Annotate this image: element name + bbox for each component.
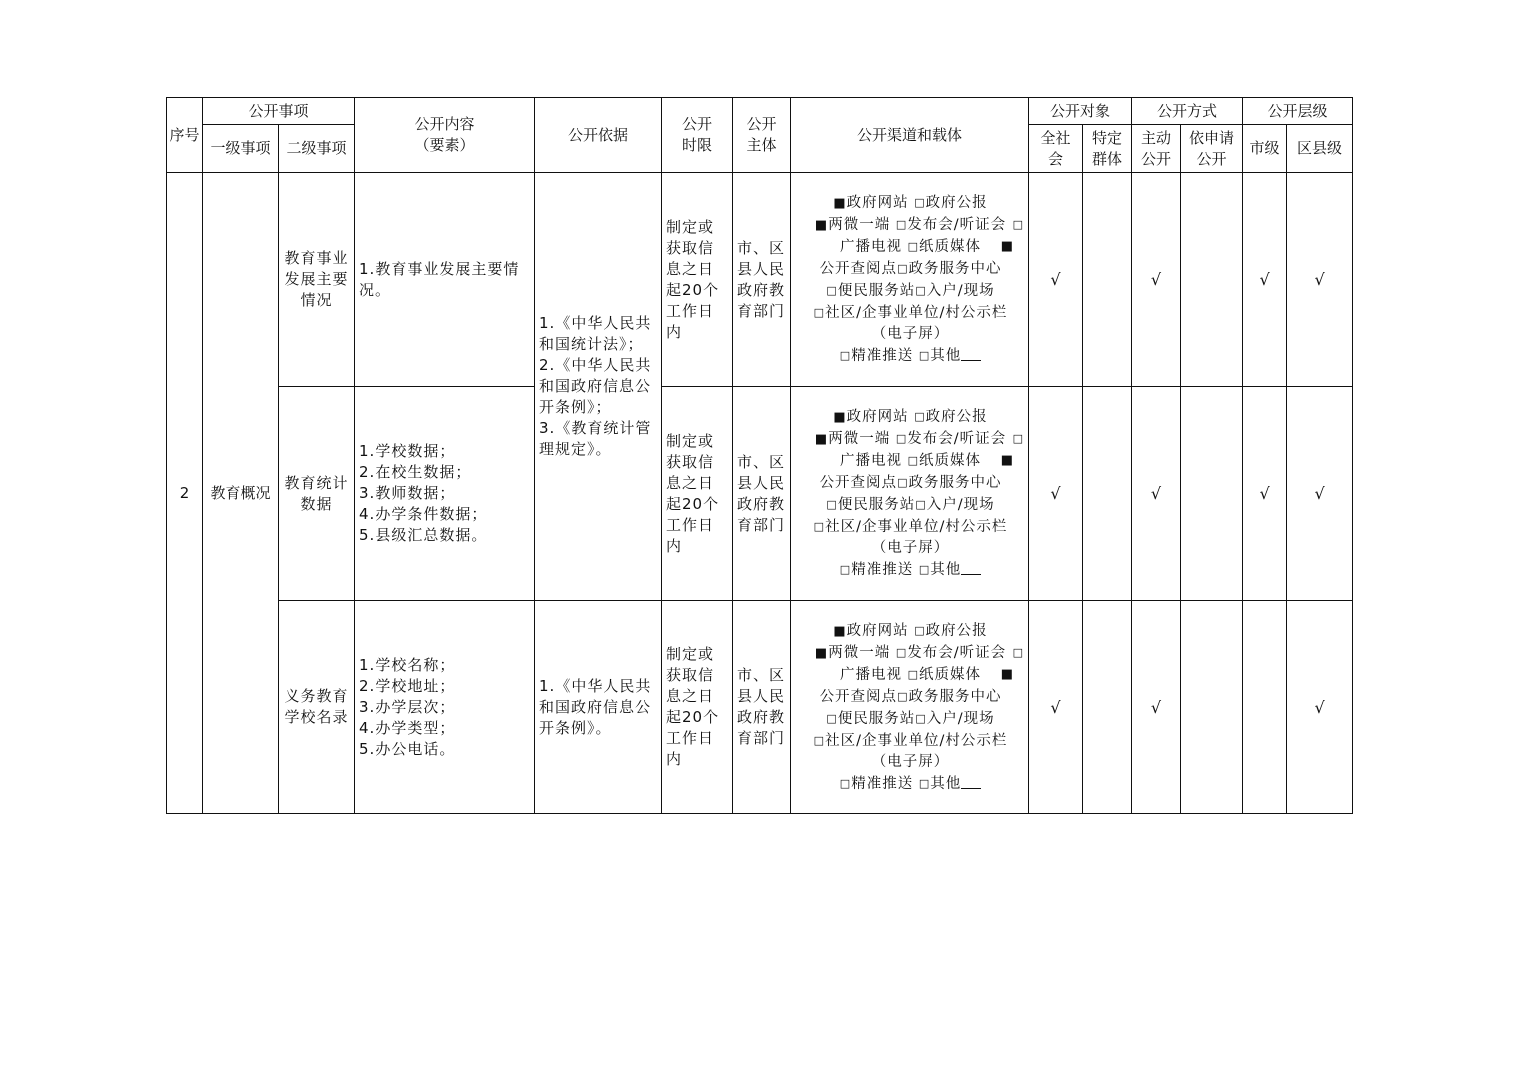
empty-checkbox-icon: □ (915, 498, 927, 511)
time-line: 起20个 (666, 708, 720, 726)
time-line: 制定或 (666, 431, 715, 450)
row-mode-request (1181, 387, 1243, 601)
blank-underline (961, 776, 981, 789)
basis-line: 2.《中华人民共 (539, 356, 652, 374)
header-level2: 二级事项 (279, 125, 355, 173)
empty-checkbox-icon: □ (813, 733, 826, 747)
basis-line: 理规定》。 (539, 440, 612, 458)
row-level2-line: 学校名录 (284, 708, 349, 726)
empty-checkbox-icon: □ (897, 262, 909, 275)
header-channel: 公开渠道和载体 (791, 98, 1029, 173)
channel-line: 广播电视 □纸质媒体 ■ (793, 664, 1028, 686)
row-content-line: 1.学校名称； (359, 655, 456, 674)
time-line: 息之日 (666, 687, 715, 705)
row-level-district: √ (1287, 387, 1353, 601)
time-line: 息之日 (666, 259, 715, 278)
subject-line: 市、区 (737, 452, 786, 471)
row-content-line: 3.办学层次； (359, 697, 456, 716)
time-line: 起20个 (666, 280, 720, 299)
empty-checkbox-icon: □ (839, 776, 852, 790)
row-level-city: √ (1243, 173, 1287, 387)
empty-checkbox-icon: □ (895, 645, 908, 659)
empty-checkbox-icon: □ (813, 306, 826, 319)
filled-square-icon: ■ (1000, 666, 1015, 682)
channel-line: ■两微一端 □发布会/听证会 □ (793, 642, 1028, 664)
basis-line: 3.《教育统计管 (539, 419, 652, 437)
row-target-specific (1083, 173, 1132, 387)
row-level2 (279, 387, 355, 601)
channel-line: □便民服务站□入户/现场 (793, 708, 1028, 730)
empty-checkbox-icon: □ (895, 432, 908, 445)
disclosure-table (166, 97, 1353, 814)
channel-line: ■两微一端 □发布会/听证会 □ (793, 214, 1028, 236)
filled-square-icon: ■ (1000, 239, 1015, 254)
time-line: 起20个 (666, 494, 720, 513)
time-line: 获取信 (666, 666, 715, 684)
channel-line: □便民服务站□入户/现场 (793, 280, 1028, 302)
header-time-limit-line2: 时限 (682, 136, 713, 154)
header-target-specific (1083, 125, 1132, 173)
empty-checkbox-icon: □ (915, 711, 927, 725)
header-content-title: 公开内容 (414, 115, 475, 133)
time-line: 工作日 (666, 515, 715, 534)
empty-checkbox-icon: □ (826, 711, 838, 725)
header-subject (733, 98, 791, 173)
empty-checkbox-icon: □ (813, 520, 826, 533)
subject-line: 县人民 (737, 259, 786, 278)
header-subject-line2: 主体 (746, 136, 777, 154)
empty-checkbox-icon: □ (918, 349, 931, 362)
subject-line: 育部门 (737, 729, 786, 747)
header-mode: 公开方式 (1132, 98, 1243, 125)
header-target: 公开对象 (1029, 98, 1132, 125)
channel-line: 公开查阅点□政务服务中心 (793, 686, 1028, 708)
time-line: 制定或 (666, 645, 715, 663)
subject-line: 育部门 (737, 301, 786, 320)
header-mode-request-line1: 依申请 (1189, 128, 1235, 147)
empty-checkbox-icon: □ (914, 196, 926, 209)
header-mode-active-line2: 公开 (1141, 149, 1172, 168)
empty-checkbox-icon: □ (897, 689, 909, 703)
empty-checkbox-icon: □ (907, 240, 920, 253)
row-content-line: 4.办学类型； (359, 718, 456, 737)
channel-line: □精准推送 □其他 (793, 559, 1028, 581)
row-mode-request (1181, 601, 1243, 814)
header-target-specific-line2: 群体 (1092, 149, 1123, 168)
row-target-all: √ (1029, 601, 1083, 814)
empty-checkbox-icon: □ (826, 498, 838, 511)
time-line: 内 (666, 536, 683, 555)
basis-line: 1.《中华人民共 (539, 314, 652, 332)
basis-line: 和国政府信息公 (539, 697, 652, 716)
blank-underline (961, 348, 981, 361)
row-basis-shared (535, 173, 662, 601)
row-time-limit (662, 387, 733, 601)
row-content (355, 601, 535, 814)
header-target-all-line2: 会 (1048, 149, 1064, 168)
subject-line: 县人民 (737, 687, 786, 705)
time-line: 工作日 (666, 729, 715, 747)
time-line: 息之日 (666, 473, 715, 492)
row-content-line: 1.学校数据； (359, 442, 456, 460)
row-content-line: 1.教育事业发展主要情 (359, 259, 520, 278)
header-matter: 公开事项 (203, 98, 355, 125)
header-level1: 一级事项 (203, 125, 279, 173)
empty-checkbox-icon: □ (1012, 645, 1025, 659)
row-channel (791, 387, 1029, 601)
header-target-all-line1: 全社 (1040, 128, 1071, 147)
subject-line: 政府教 (737, 708, 786, 726)
time-line: 工作日 (666, 301, 715, 320)
header-content-sub: （要素） (414, 136, 475, 154)
time-line: 制定或 (666, 217, 715, 236)
empty-checkbox-icon: □ (907, 454, 920, 467)
time-line: 内 (666, 322, 683, 341)
table-row (167, 387, 1353, 601)
empty-checkbox-icon: □ (918, 776, 931, 790)
header-mode-active (1132, 125, 1181, 173)
time-line: 获取信 (666, 238, 715, 257)
header-target-specific-line1: 特定 (1092, 128, 1123, 147)
subject-line: 市、区 (737, 666, 786, 684)
channel-line: □社区/企事业单位/村公示栏 (793, 730, 1028, 752)
channel-line: □社区/企事业单位/村公示栏 (793, 516, 1028, 538)
channel-line: （电子屏） (871, 326, 950, 342)
row-mode-active: √ (1132, 173, 1181, 387)
filled-square-icon: ■ (833, 410, 847, 425)
empty-checkbox-icon: □ (907, 667, 920, 681)
empty-checkbox-icon: □ (1012, 432, 1025, 445)
row-level2-line: 义务教育 (284, 687, 349, 705)
time-line: 内 (666, 750, 683, 768)
filled-square-icon: ■ (833, 623, 847, 639)
row-target-specific (1083, 387, 1132, 601)
row-mode-active: √ (1132, 601, 1181, 814)
row-level2-line: 发展主要 (284, 270, 349, 288)
empty-checkbox-icon: □ (918, 563, 931, 576)
subject-line: 育部门 (737, 515, 786, 534)
channel-line: 广播电视 □纸质媒体 ■ (793, 236, 1028, 258)
header-basis: 公开依据 (535, 98, 662, 173)
row-basis (535, 601, 662, 814)
row-level2 (279, 173, 355, 387)
channel-line: （电子屏） (871, 540, 950, 556)
row-target-all: √ (1029, 173, 1083, 387)
empty-checkbox-icon: □ (1012, 218, 1025, 231)
header-subject-line1: 公开 (746, 115, 777, 133)
row-target-specific (1083, 601, 1132, 814)
row-level2-line: 情况 (300, 291, 333, 309)
filled-square-icon: ■ (833, 196, 847, 211)
row-mode-active: √ (1132, 387, 1181, 601)
header-seq: 序号 (167, 98, 203, 173)
table-row (167, 601, 1353, 814)
channel-line: ■政府网站 □政府公报 (793, 406, 1028, 428)
header-content (355, 98, 535, 173)
empty-checkbox-icon: □ (826, 284, 838, 297)
row-content (355, 387, 535, 601)
row-content-line: 3.教师数据； (359, 484, 456, 502)
header-row-1 (167, 98, 1353, 125)
row-level-district: √ (1287, 173, 1353, 387)
channel-line: □社区/企事业单位/村公示栏 (793, 302, 1028, 324)
row-content-line: 2.学校地址； (359, 676, 456, 695)
header-time-limit (662, 98, 733, 173)
row-channel (791, 173, 1029, 387)
subject-line: 市、区 (737, 238, 786, 257)
channel-line: 公开查阅点□政务服务中心 (793, 258, 1028, 280)
channel-line: □精准推送 □其他 (793, 773, 1028, 795)
header-level-city: 市级 (1243, 125, 1287, 173)
filled-square-icon: ■ (1000, 453, 1015, 468)
empty-checkbox-icon: □ (914, 623, 926, 637)
time-line: 获取信 (666, 452, 715, 471)
header-time-limit-line1: 公开 (682, 115, 713, 133)
channel-line: □精准推送 □其他 (793, 345, 1028, 367)
group-level1: 教育概况 (203, 173, 279, 814)
header-target-all (1029, 125, 1083, 173)
basis-line: 1.《中华人民共 (539, 676, 652, 695)
empty-checkbox-icon: □ (897, 476, 909, 489)
channel-line: ■两微一端 □发布会/听证会 □ (793, 428, 1028, 450)
row-mode-request (1181, 173, 1243, 387)
empty-checkbox-icon: □ (839, 563, 852, 576)
group-seq: 2 (167, 173, 203, 814)
header-level-district: 区县级 (1287, 125, 1353, 173)
row-channel (791, 601, 1029, 814)
channel-line: ■政府网站 □政府公报 (793, 620, 1028, 642)
channel-line: □便民服务站□入户/现场 (793, 494, 1028, 516)
channel-line: ■政府网站 □政府公报 (793, 192, 1028, 214)
row-content-line: 5.县级汇总数据。 (359, 526, 488, 544)
filled-square-icon: ■ (814, 432, 829, 447)
table-row (167, 173, 1353, 387)
subject-line: 县人民 (737, 473, 786, 492)
row-content-line: 2.在校生数据； (359, 463, 472, 481)
empty-checkbox-icon: □ (914, 410, 926, 423)
subject-line: 政府教 (737, 280, 786, 299)
row-level-district: √ (1287, 601, 1353, 814)
row-level-city (1243, 601, 1287, 814)
basis-line: 开条例》； (539, 398, 612, 416)
row-content-line: 况。 (359, 280, 392, 299)
empty-checkbox-icon: □ (839, 349, 852, 362)
empty-checkbox-icon: □ (895, 218, 908, 231)
row-time-limit (662, 173, 733, 387)
filled-square-icon: ■ (814, 645, 829, 661)
row-time-limit (662, 601, 733, 814)
row-subject (733, 173, 791, 387)
filled-square-icon: ■ (814, 218, 829, 233)
row-level2-line: 教育事业 (284, 249, 349, 267)
channel-line: （电子屏） (871, 753, 950, 770)
row-level2-line: 教育统计 (284, 473, 349, 492)
subject-line: 政府教 (737, 494, 786, 513)
row-content-line: 5.办公电话。 (359, 739, 456, 758)
row-target-all: √ (1029, 387, 1083, 601)
header-mode-request-line2: 公开 (1196, 149, 1227, 168)
header-level: 公开层级 (1243, 98, 1353, 125)
row-level2 (279, 601, 355, 814)
basis-line: 开条例》。 (539, 718, 612, 737)
blank-underline (961, 562, 981, 575)
empty-checkbox-icon: □ (915, 284, 927, 297)
row-content-line: 4.办学条件数据； (359, 505, 488, 523)
channel-line: 公开查阅点□政务服务中心 (793, 472, 1028, 494)
row-level2-line: 数据 (300, 494, 333, 513)
row-subject (733, 387, 791, 601)
row-subject (733, 601, 791, 814)
row-content (355, 173, 535, 387)
basis-line: 和国统计法》； (539, 335, 644, 353)
channel-line: 广播电视 □纸质媒体 ■ (793, 450, 1028, 472)
header-mode-request (1181, 125, 1243, 173)
basis-line: 和国政府信息公 (539, 377, 652, 395)
row-level-city: √ (1243, 387, 1287, 601)
header-mode-active-line1: 主动 (1141, 128, 1172, 147)
